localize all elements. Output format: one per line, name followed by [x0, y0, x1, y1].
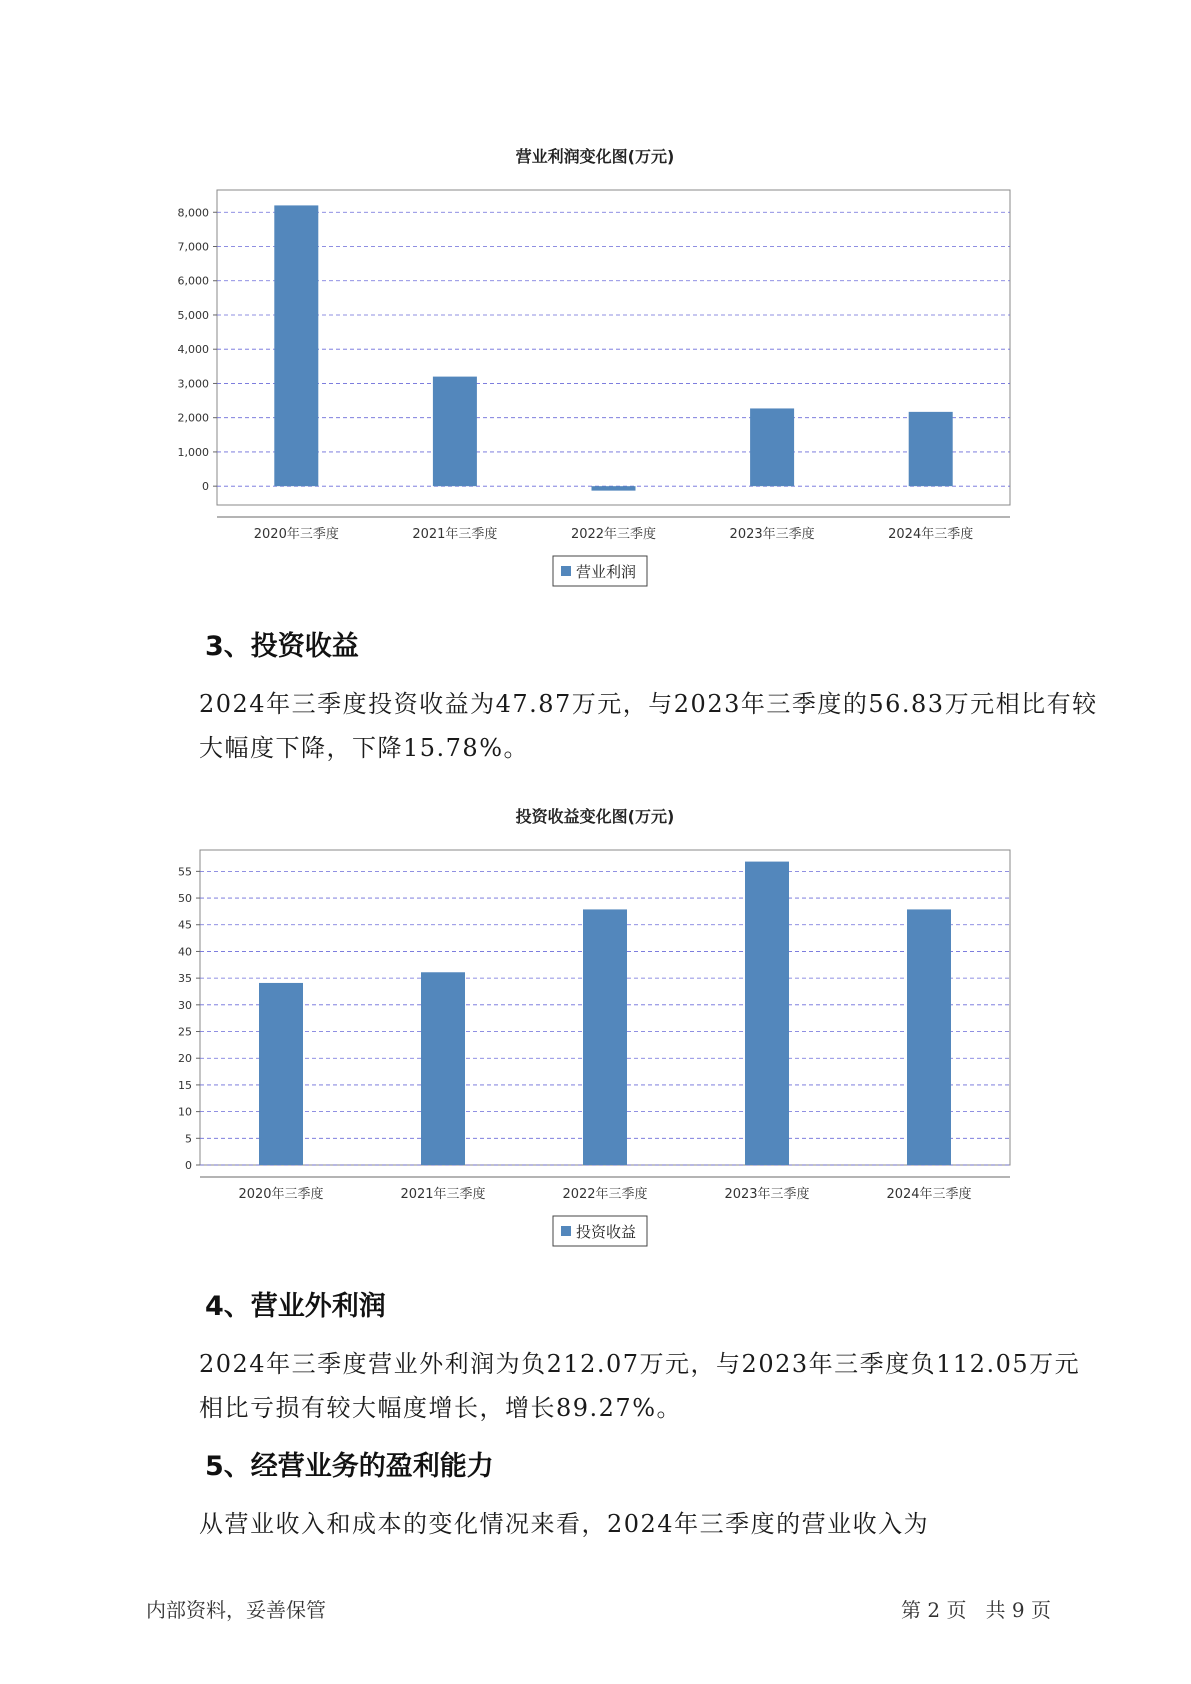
investment-income-y-tick-label: 40	[178, 945, 192, 959]
section-3-paragraph: 2024年三季度投资收益为47.87万元，与2023年三季度的56.83万元相比有较大幅度下降，下降15.78%。	[199, 690, 1098, 762]
investment-income-y-tick-label: 25	[178, 1025, 192, 1039]
investment-income-bar	[745, 862, 789, 1165]
operating-profit-y-tick-label: 6,000	[177, 274, 209, 288]
investment-income-bar	[907, 909, 951, 1165]
operating-profit-y-tick-label: 2,000	[177, 411, 209, 425]
investment-income-legend-swatch	[561, 1226, 571, 1236]
operating-profit-plot-area	[217, 190, 1010, 505]
operating-profit-bar	[750, 408, 794, 486]
section-5-heading: 5、经营业务的盈利能力	[205, 1451, 494, 1482]
investment-income-y-tick-label: 0	[185, 1159, 192, 1172]
operating-profit-category-label: 2024年三季度	[888, 527, 974, 542]
section-3-heading: 3、投资收益	[205, 631, 359, 662]
investment-income-category-label: 2020年三季度	[238, 1187, 324, 1202]
operating-profit-y-tick-label: 8,000	[177, 206, 209, 220]
section-4-heading: 4、营业外利润	[205, 1291, 386, 1322]
investment-income-y-tick-label: 20	[178, 1052, 192, 1066]
investment-income-y-tick-label: 30	[178, 998, 192, 1012]
investment-income-bar	[259, 983, 303, 1165]
operating-profit-legend-label: 营业利润	[576, 563, 637, 581]
operating-profit-y-tick-label: 5,000	[177, 308, 209, 322]
operating-profit-chart-svg	[0, 140, 1191, 600]
operating-profit-bar	[909, 412, 953, 486]
operating-profit-category-label: 2021年三季度	[412, 527, 498, 542]
operating-profit-y-tick-label: 1,000	[177, 445, 209, 459]
operating-profit-category-label: 2022年三季度	[570, 527, 657, 542]
footer-confidential-note: 内部资料，妥善保管	[146, 1598, 326, 1622]
section-4-paragraph: 2024年三季度营业外利润为负212.07万元，与2023年三季度负112.05万元相比亏损有较大幅度增长，增长89.27%。	[199, 1350, 1081, 1422]
investment-income-y-tick-label: 45	[178, 918, 192, 932]
investment-income-y-tick-label: 10	[178, 1105, 192, 1119]
operating-profit-legend	[553, 556, 647, 586]
investment-income-legend	[553, 1216, 647, 1246]
operating-profit-y-tick-label: 0	[202, 480, 209, 494]
investment-income-chart	[0, 800, 1191, 1260]
footer-page-number: 第 2 页 共 9 页	[901, 1598, 1051, 1622]
investment-income-bar	[583, 909, 627, 1165]
operating-profit-legend-swatch	[561, 566, 571, 576]
investment-income-chart-svg	[0, 800, 1191, 1260]
operating-profit-category-label: 2020年三季度	[253, 527, 339, 542]
operating-profit-category-label: 2023年三季度	[729, 527, 815, 542]
investment-income-y-tick-label: 15	[178, 1078, 192, 1092]
investment-income-y-tick-label: 55	[178, 865, 192, 879]
operating-profit-chart	[0, 140, 1191, 600]
investment-income-category-label: 2024年三季度	[886, 1187, 972, 1202]
operating-profit-chart-title: 营业利润变化图(万元)	[515, 147, 675, 166]
investment-income-y-tick-label: 35	[178, 972, 192, 986]
investment-income-bar	[421, 972, 465, 1165]
section-5-paragraph: 从营业收入和成本的变化情况来看，2024年三季度的营业收入为	[199, 1510, 930, 1538]
operating-profit-bar	[592, 486, 636, 490]
investment-income-category-label: 2021年三季度	[400, 1187, 486, 1202]
operating-profit-y-tick-label: 4,000	[177, 343, 209, 357]
investment-income-y-tick-label: 50	[178, 892, 192, 906]
operating-profit-y-tick-label: 7,000	[177, 240, 209, 254]
investment-income-y-tick-label: 5	[185, 1132, 192, 1146]
investment-income-chart-title: 投资收益变化图(万元)	[515, 807, 675, 826]
investment-income-legend-label: 投资收益	[576, 1223, 637, 1241]
operating-profit-y-tick-label: 3,000	[177, 377, 209, 391]
operating-profit-bar	[274, 205, 318, 486]
operating-profit-bar	[433, 377, 477, 487]
investment-income-category-label: 2022年三季度	[562, 1187, 648, 1202]
investment-income-category-label: 2023年三季度	[724, 1187, 810, 1202]
